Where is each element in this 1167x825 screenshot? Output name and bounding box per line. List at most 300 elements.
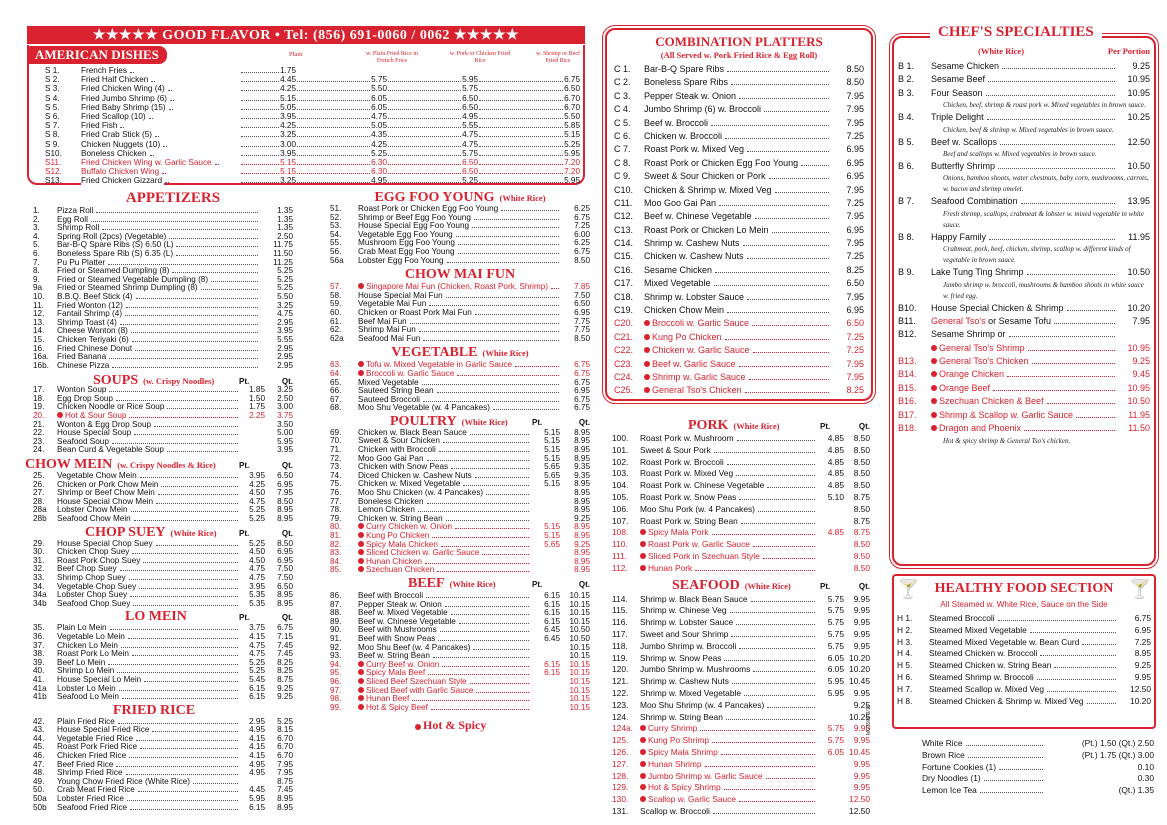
menu-item bbox=[33, 302, 293, 311]
col-plain-fried-rice: w. Plain Fried Rice in French Fries bbox=[365, 51, 419, 64]
item-price: 10.50 bbox=[569, 626, 590, 635]
item-price: 5.95 bbox=[827, 676, 844, 687]
item-number: 123. bbox=[612, 699, 629, 710]
item-price: 12.50 bbox=[849, 794, 870, 805]
leader-dots bbox=[476, 692, 529, 693]
item-number: 4. bbox=[33, 232, 40, 241]
item-number: 110. bbox=[612, 539, 628, 550]
item-price: 4.85 bbox=[827, 456, 844, 467]
item-number: 77. bbox=[330, 497, 342, 506]
item-price: 4.95 bbox=[249, 726, 265, 735]
item-name: Sauteed Broccoli bbox=[358, 395, 420, 404]
leader-dots bbox=[130, 809, 238, 810]
menu-item bbox=[330, 480, 590, 489]
poultry-pt: Pt. bbox=[532, 417, 543, 427]
item-name: Curry Chicken w. Onion bbox=[366, 523, 453, 532]
item-name: Shrimp w. Chinese Veg bbox=[640, 605, 727, 616]
american-dish-row bbox=[45, 112, 580, 121]
item-price: 8.95 bbox=[574, 446, 590, 455]
menu-item bbox=[614, 197, 864, 210]
item-name: Hunan Beef bbox=[366, 695, 410, 704]
leader-dots bbox=[122, 698, 238, 699]
item-name: French Fries bbox=[81, 66, 127, 75]
leader-dots bbox=[297, 118, 370, 119]
leader-dots bbox=[727, 71, 829, 72]
leader-dots bbox=[211, 281, 258, 282]
leader-dots bbox=[475, 314, 559, 315]
item-number: 53. bbox=[330, 222, 342, 231]
menu-item bbox=[330, 635, 590, 644]
item-number: 16a. bbox=[33, 353, 49, 362]
item-price: 4.75 bbox=[249, 641, 265, 650]
item-name: Roast Pork w. Mixed Veg bbox=[640, 468, 734, 479]
item-price: 8.50 bbox=[853, 539, 870, 550]
item-price: 6.75 bbox=[574, 369, 590, 378]
item-number: H 1. bbox=[897, 613, 913, 623]
leader-dots bbox=[297, 146, 370, 147]
item-number: 73. bbox=[330, 463, 342, 472]
menu-item bbox=[33, 481, 293, 490]
lomein-pt: Pt. bbox=[239, 613, 250, 623]
menu-item bbox=[330, 283, 590, 292]
menu-item bbox=[33, 250, 293, 259]
leader-dots bbox=[1040, 655, 1116, 656]
leader-dots bbox=[388, 164, 461, 165]
item-price: 2.50 bbox=[277, 394, 293, 403]
chopsuey-title: CHOP SUEY bbox=[85, 524, 166, 540]
item-name: Dragon and Phoenix bbox=[939, 423, 1022, 434]
item-price: 5.15 bbox=[544, 446, 560, 455]
item-price: 8.50 bbox=[277, 497, 293, 506]
menu-item bbox=[33, 752, 293, 761]
item-number: 34a bbox=[33, 591, 47, 600]
item-price: 8.95 bbox=[277, 795, 293, 804]
item-number: 66. bbox=[330, 387, 342, 396]
menu-item bbox=[33, 769, 293, 778]
eggfooyoung-title: EGG FOO YOUNG bbox=[374, 190, 495, 205]
pepper-icon bbox=[358, 532, 364, 538]
menu-item bbox=[612, 504, 870, 516]
chef-specialties bbox=[898, 46, 1150, 447]
item-price: 9.95 bbox=[1134, 671, 1151, 682]
leader-dots bbox=[427, 503, 529, 504]
sides-list bbox=[896, 738, 1154, 797]
leader-dots bbox=[112, 367, 258, 368]
item-number: B17. bbox=[898, 409, 917, 420]
item-name: Fried Fish bbox=[81, 121, 118, 131]
leader-dots bbox=[724, 789, 815, 790]
item-price: 10.20 bbox=[849, 664, 870, 675]
menu-item bbox=[33, 336, 293, 345]
item-number: 38. bbox=[33, 650, 45, 659]
menu-item bbox=[330, 678, 590, 687]
item-price: 6.95 bbox=[277, 548, 293, 557]
american-dish-row bbox=[45, 140, 580, 149]
item-price: 9.95 bbox=[853, 723, 870, 734]
lomein-title: LO MEIN bbox=[125, 609, 187, 625]
item-price: 10.15 bbox=[569, 677, 590, 686]
menu-item bbox=[896, 762, 1154, 774]
item-price: 6.15 bbox=[544, 600, 560, 609]
menu-item bbox=[612, 468, 870, 480]
leader-dots bbox=[458, 244, 559, 245]
leader-dots bbox=[176, 246, 258, 247]
leader-dots bbox=[1037, 679, 1116, 680]
item-name: Scallop w. Broccoli bbox=[640, 805, 710, 816]
seafood-header bbox=[612, 578, 870, 594]
item-price: 7.25 bbox=[574, 222, 590, 231]
menu-item bbox=[612, 676, 870, 688]
leader-dots bbox=[125, 315, 258, 316]
pepper-icon bbox=[358, 283, 364, 289]
item-price: 6.50 bbox=[277, 582, 293, 591]
item-description: Jumbo shrimp w. broccoli, mushrooms & bamboo shoots in white sauce w. fried egg. bbox=[943, 280, 1144, 300]
menu-item bbox=[33, 743, 293, 752]
menu-item bbox=[330, 361, 590, 370]
leader-dots bbox=[412, 700, 529, 701]
item-number: 50a bbox=[33, 795, 47, 804]
item-name: House Special Soup bbox=[57, 429, 132, 438]
item-price: 10.15 bbox=[569, 660, 590, 669]
leader-dots bbox=[749, 379, 829, 380]
item-number: 10. bbox=[33, 292, 45, 301]
item-price: 7.25 bbox=[1134, 636, 1151, 647]
leader-dots bbox=[433, 657, 529, 658]
menu-item bbox=[330, 463, 590, 472]
item-number: 130. bbox=[612, 794, 629, 805]
item-number: 28b bbox=[33, 515, 47, 523]
item-name: Lemon Ice Tea bbox=[922, 785, 977, 796]
pepper-icon bbox=[358, 687, 364, 693]
item-number: C 6. bbox=[614, 130, 631, 141]
item-price: 6.15 bbox=[249, 693, 265, 702]
item-price: 10.20 bbox=[1127, 302, 1150, 313]
item-price: 6.75 bbox=[564, 75, 580, 85]
menu-item bbox=[330, 566, 590, 575]
item-price: 6.50 bbox=[462, 157, 478, 167]
item-number: 21. bbox=[33, 420, 45, 429]
item-price: 10.15 bbox=[569, 591, 590, 600]
item-price: 7.50 bbox=[277, 565, 293, 574]
menu-item bbox=[330, 309, 590, 318]
item-name: Spicy Mala Shrimp bbox=[648, 746, 718, 757]
menu-item bbox=[330, 387, 590, 396]
item-number: 127. bbox=[612, 758, 629, 769]
menu-item bbox=[330, 379, 590, 388]
item-name: Pepper Steak w. Onion bbox=[644, 90, 737, 101]
leader-dots bbox=[980, 792, 1043, 793]
item-price: 8.75 bbox=[277, 777, 293, 786]
pepper-icon bbox=[931, 412, 937, 418]
item-number: C 5. bbox=[614, 117, 631, 128]
leader-dots bbox=[215, 164, 219, 165]
item-price: 0.30 bbox=[1137, 773, 1154, 784]
item-price: 5.15 bbox=[544, 454, 560, 463]
pepper-icon bbox=[640, 529, 646, 535]
leader-dots bbox=[388, 136, 461, 137]
menu-item bbox=[33, 540, 293, 549]
item-price: 6.00 bbox=[574, 230, 590, 239]
item-number: C 4. bbox=[614, 104, 631, 115]
item-price: 8.75 bbox=[853, 491, 870, 502]
menu-item bbox=[614, 143, 864, 156]
item-name: Fried Banana bbox=[57, 353, 107, 362]
item-name: Steamed Chicken w. String Bean bbox=[929, 660, 1052, 671]
leader-dots bbox=[772, 232, 829, 233]
menu-item bbox=[330, 515, 590, 524]
leader-dots bbox=[167, 451, 238, 452]
item-number: 3. bbox=[33, 224, 40, 233]
leader-dots bbox=[801, 165, 829, 166]
seafood-qt: Qt. bbox=[858, 581, 870, 591]
item-price: 7.95 bbox=[846, 117, 864, 128]
item-number: 7. bbox=[33, 258, 40, 267]
item-name: Shrimp w. Lobster Sauce bbox=[644, 291, 745, 302]
leader-dots bbox=[715, 272, 829, 273]
item-price: 9.95 bbox=[853, 758, 870, 769]
leader-dots bbox=[472, 227, 559, 228]
leader-dots bbox=[388, 90, 461, 91]
leader-dots bbox=[431, 709, 529, 710]
menu-item bbox=[612, 747, 870, 759]
menu-item bbox=[330, 523, 590, 532]
item-price: 6.95 bbox=[846, 171, 864, 182]
item-name: Fried Chinese Donut bbox=[57, 344, 133, 353]
leader-dots bbox=[479, 81, 563, 82]
menu-item bbox=[614, 117, 864, 130]
menu-item bbox=[898, 231, 1150, 244]
leader-dots bbox=[423, 401, 559, 402]
leader-dots bbox=[167, 408, 238, 409]
item-number: 29. bbox=[33, 539, 45, 548]
leader-dots bbox=[763, 558, 815, 559]
item-number: 16. bbox=[33, 344, 45, 353]
leader-dots bbox=[1028, 350, 1115, 351]
item-number: 24. bbox=[33, 446, 45, 455]
leader-dots bbox=[987, 119, 1115, 120]
leader-dots bbox=[479, 146, 563, 147]
item-number: 59. bbox=[330, 300, 342, 309]
item-name: Lemon Chicken bbox=[358, 506, 415, 515]
menu-item bbox=[612, 735, 870, 747]
item-number: 61. bbox=[330, 317, 342, 326]
item-number: H 6. bbox=[897, 671, 913, 682]
chef-list bbox=[898, 60, 1150, 435]
item-number: 100. bbox=[612, 433, 629, 443]
item-number: 78. bbox=[330, 506, 342, 515]
item-price: 10.15 bbox=[569, 643, 590, 652]
poultry-list bbox=[330, 429, 590, 575]
leader-dots bbox=[241, 127, 279, 128]
healthy-food bbox=[897, 578, 1151, 707]
item-price: (Qt.) 1.35 bbox=[1118, 785, 1154, 796]
menu-item bbox=[898, 111, 1150, 124]
item-price: 7.25 bbox=[846, 251, 864, 262]
item-price: 10.25 bbox=[849, 711, 870, 722]
seafood-list bbox=[612, 594, 870, 818]
leader-dots bbox=[451, 614, 529, 615]
leader-dots bbox=[726, 719, 815, 720]
item-number: 51. bbox=[330, 205, 342, 213]
item-number: 56a bbox=[330, 256, 344, 265]
item-price: 11.25 bbox=[273, 258, 293, 267]
leader-dots bbox=[162, 173, 166, 174]
item-number: 108. bbox=[612, 527, 629, 538]
soups-sub: (w. Crispy Noodles) bbox=[143, 376, 215, 387]
menu-item bbox=[33, 574, 293, 583]
item-name: Spring Roll (2pcs) (Vegetable) bbox=[57, 232, 167, 241]
item-name: Beef w. Mixed Vegetable bbox=[358, 609, 448, 618]
item-name: Steamed Broccoli bbox=[929, 613, 995, 623]
item-number: 15. bbox=[33, 335, 45, 344]
leader-dots bbox=[989, 239, 1115, 240]
leader-dots bbox=[1076, 417, 1115, 418]
item-number: 43. bbox=[33, 726, 45, 735]
item-name: Mushroom Egg Foo Young bbox=[358, 239, 455, 248]
item-name: Beef w. Chinese Vegetable bbox=[358, 617, 456, 626]
item-price: 8.25 bbox=[277, 667, 293, 676]
leader-dots bbox=[129, 579, 238, 580]
item-price: 7.15 bbox=[277, 632, 293, 641]
item-number: 92. bbox=[330, 643, 342, 652]
item-name: Moo Goo Gai Pan bbox=[644, 197, 717, 208]
item-price: 6.25 bbox=[574, 239, 590, 248]
item-number: 45. bbox=[33, 743, 45, 752]
item-price: 10.15 bbox=[569, 669, 590, 678]
item-name: Dry Noodles (1) bbox=[922, 773, 981, 784]
menu-item bbox=[330, 661, 590, 670]
leader-dots bbox=[725, 339, 829, 340]
item-name: Shrimp Fried Rice bbox=[57, 769, 123, 778]
menu-item bbox=[33, 207, 293, 216]
menu-item bbox=[896, 738, 1154, 750]
pepper-icon bbox=[931, 425, 937, 431]
item-price: 10.95 bbox=[1127, 87, 1150, 98]
item-price: 5.35 bbox=[249, 599, 265, 608]
leader-dots bbox=[493, 409, 559, 410]
item-name: House Special Lo Mein bbox=[57, 675, 142, 684]
item-name: Moo Goo Gai Pan bbox=[358, 454, 424, 463]
leader-dots bbox=[132, 553, 238, 554]
leader-dots bbox=[419, 331, 559, 332]
item-number: 37. bbox=[33, 641, 45, 650]
menu-item bbox=[612, 457, 870, 469]
item-price: 6.25 bbox=[574, 205, 590, 213]
item-name: Shrimp Toast (4) bbox=[57, 318, 117, 327]
item-name: Chicken or Pork Chow Mein bbox=[57, 480, 159, 489]
leader-dots bbox=[110, 629, 238, 630]
item-name: Chicken w. Broccoli bbox=[644, 130, 723, 141]
item-number: 124a. bbox=[612, 723, 633, 734]
leader-dots bbox=[752, 325, 829, 326]
leader-dots bbox=[165, 182, 169, 183]
item-price: 6.45 bbox=[544, 634, 560, 643]
item-name: Boneless Chicken bbox=[81, 148, 147, 158]
leader-dots bbox=[966, 745, 1044, 746]
leader-dots bbox=[438, 640, 529, 641]
leader-dots bbox=[1067, 310, 1115, 311]
menu-item bbox=[614, 103, 864, 116]
item-price: 10.50 bbox=[569, 634, 590, 643]
item-price: 6.50 bbox=[846, 278, 864, 289]
menu-item bbox=[330, 609, 590, 618]
item-number: C25. bbox=[614, 385, 634, 396]
item-name: Crab Meat Egg Foo Young bbox=[358, 247, 455, 256]
pork-sub: (White Rice) bbox=[733, 421, 780, 431]
chowmaifun-list bbox=[330, 283, 590, 343]
item-price: 10.15 bbox=[569, 686, 590, 695]
item-number: 55. bbox=[330, 239, 342, 248]
item-name: Young Chow Fried Rice (White Rice) bbox=[57, 777, 191, 786]
item-name: Beef with Snow Peas bbox=[358, 634, 436, 643]
menu-item bbox=[33, 557, 293, 566]
menu-item bbox=[330, 687, 590, 696]
leader-dots bbox=[102, 229, 258, 230]
item-price: 8.95 bbox=[574, 497, 590, 506]
item-number: 34. bbox=[33, 582, 45, 591]
item-price: 7.20 bbox=[564, 167, 580, 177]
item-name: Beef with Broccoli bbox=[358, 591, 424, 600]
menu-item bbox=[897, 696, 1151, 708]
item-description: Beef and scallops w. Mixed vegetables in brown sauce. bbox=[943, 149, 1097, 158]
leader-dots bbox=[96, 212, 258, 213]
item-price: 10.15 bbox=[569, 609, 590, 618]
item-name: House Special Mai Fun bbox=[358, 291, 443, 300]
leader-dots bbox=[1082, 644, 1116, 645]
leader-dots bbox=[297, 81, 370, 82]
item-price: 9.95 bbox=[853, 640, 870, 651]
item-name: Shrimp w. Snow Peas bbox=[640, 652, 722, 663]
menu-item bbox=[330, 601, 590, 610]
leader-dots bbox=[721, 754, 815, 755]
item-name: Hot & Spicy Shrimp bbox=[648, 782, 721, 793]
item-price: 4.95 bbox=[462, 111, 478, 121]
item-price: 8.95 bbox=[574, 506, 590, 515]
item-name: Orange Beef bbox=[939, 382, 991, 393]
item-price: 4.85 bbox=[827, 433, 844, 443]
menu-item bbox=[33, 489, 293, 498]
menu-item bbox=[33, 403, 293, 412]
item-price: 9.45 bbox=[1132, 369, 1150, 380]
vegetable-header bbox=[330, 345, 590, 361]
item-price: 7.95 bbox=[277, 760, 293, 769]
menu-item bbox=[33, 565, 293, 574]
item-price: 5.95 bbox=[564, 176, 580, 186]
item-price: 9.95 bbox=[853, 687, 870, 698]
item-name: Shrimp w. Black Bean Sauce bbox=[640, 593, 748, 604]
item-price: 9.35 bbox=[574, 471, 590, 480]
menu-item bbox=[612, 759, 870, 771]
item-name: Shrimp Chop Suey bbox=[57, 573, 126, 582]
item-price: 5.85 bbox=[564, 121, 580, 131]
item-number: 129. bbox=[612, 782, 629, 793]
item-number: 52. bbox=[330, 213, 342, 222]
item-price: 1.75 bbox=[280, 66, 296, 75]
item-price: 6.15 bbox=[249, 803, 265, 812]
item-number: 112. bbox=[612, 562, 628, 573]
item-number: 48. bbox=[33, 769, 45, 778]
item-number: 17. bbox=[33, 386, 45, 395]
seafood-title: SEAFOOD bbox=[672, 577, 740, 593]
item-price: 6.70 bbox=[277, 734, 293, 743]
item-price: 4.15 bbox=[249, 734, 265, 743]
item-name: Wonton Soup bbox=[57, 386, 107, 395]
leader-dots bbox=[120, 570, 238, 571]
chef-subheader bbox=[898, 46, 1150, 58]
menu-item bbox=[898, 395, 1150, 408]
item-number: 32. bbox=[33, 565, 45, 574]
item-price: 6.50 bbox=[462, 102, 478, 112]
